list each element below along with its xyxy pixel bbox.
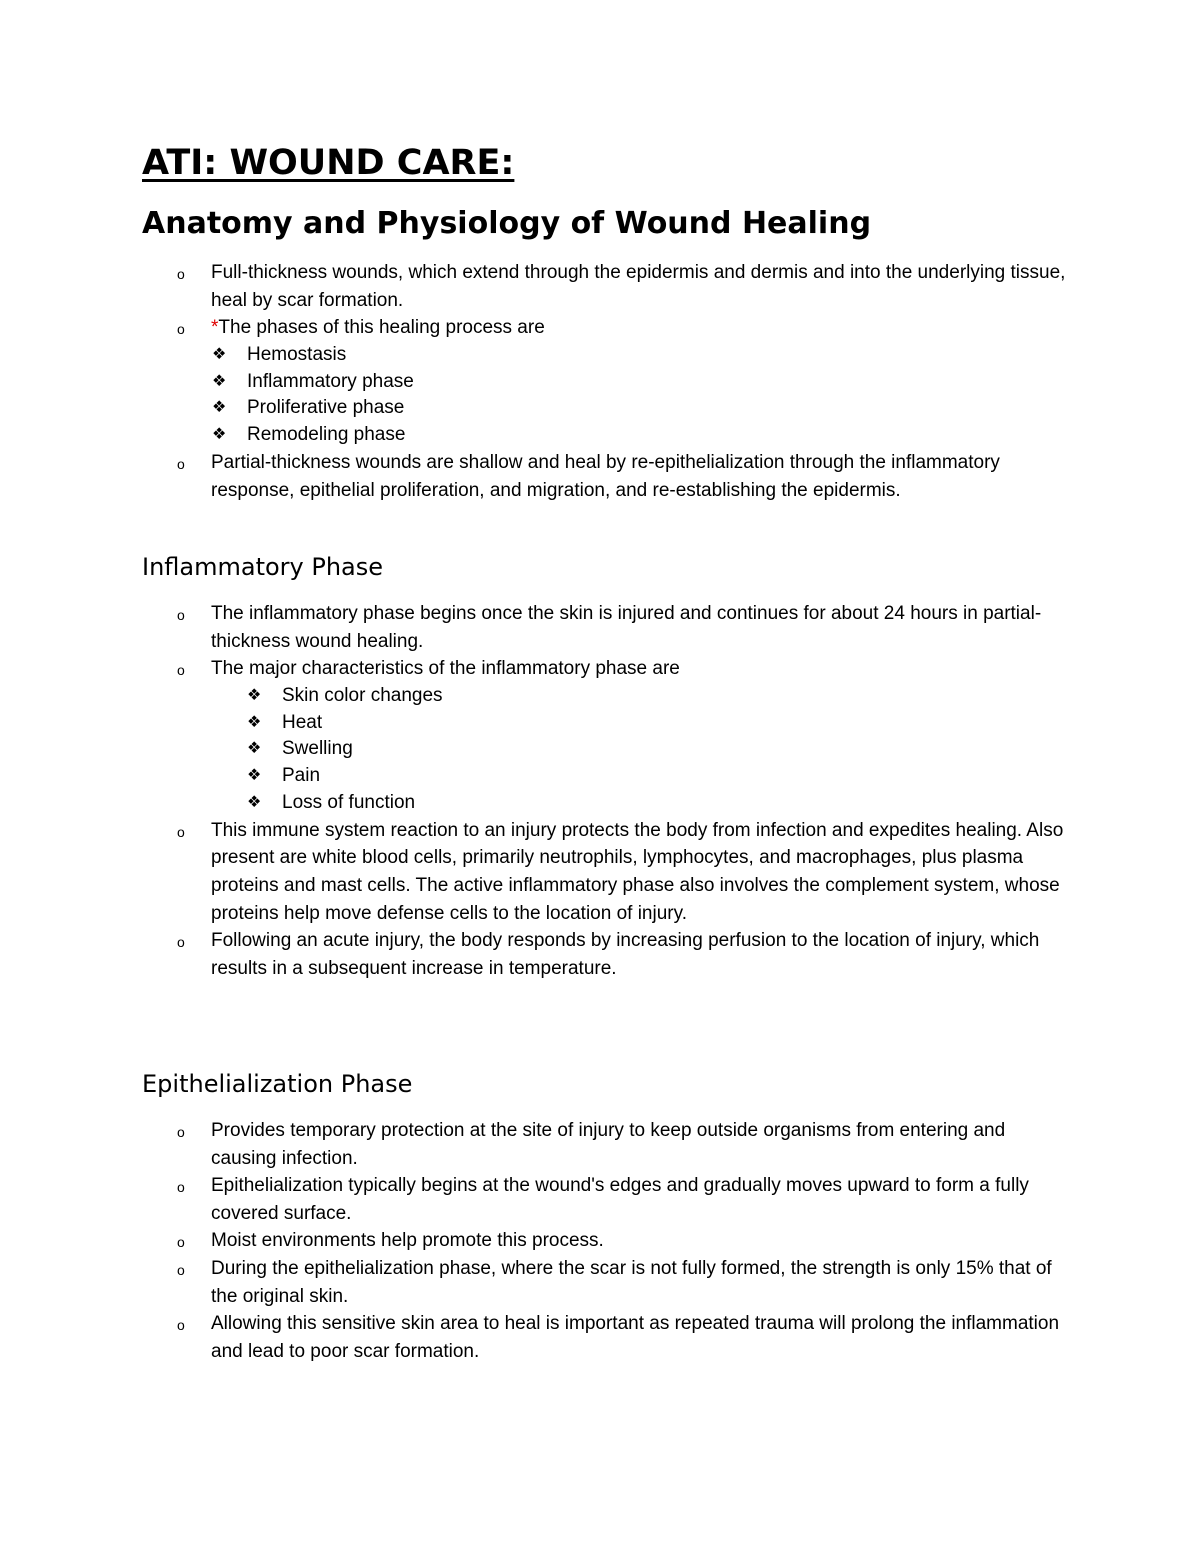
sub-list-item-text: Pain — [282, 765, 321, 787]
sub-list-item — [247, 790, 1200, 817]
circle-bullet-icon: o — [177, 266, 185, 282]
sub-list-item — [247, 683, 1200, 710]
circle-bullet-icon: o — [177, 321, 185, 338]
circle-bullet-icon: o — [177, 1234, 185, 1251]
list-item-text: The inflammatory phase begins once the skin is injured and continues for about 24 hours in partial-thickness wound healing. — [211, 603, 1042, 652]
asterisk-marker: * — [211, 317, 219, 339]
list-item-text: Epithelialization typically begins at the wound's edges and gradually moves upward to form a fully covered surface. — [211, 1175, 1029, 1224]
circle-bullet-icon: o — [177, 1124, 185, 1140]
diamond-bullet-icon: ❖ — [212, 426, 227, 444]
sub-list-item-text: Skin color changes — [282, 684, 443, 706]
sub-list-phases — [212, 342, 1200, 449]
sub-list-item — [247, 736, 1200, 763]
sub-list-item-text: Heat — [282, 711, 323, 733]
diamond-bullet-icon: ❖ — [247, 793, 262, 811]
circle-bullet-icon: o — [177, 1261, 185, 1278]
sub-list-item-text: Proliferative phase — [247, 397, 405, 419]
list-item-text: Moist environments help promote this process. — [211, 1230, 604, 1252]
circle-bullet-icon: o — [177, 607, 185, 623]
list-item — [0, 1227, 1200, 1255]
list-item — [0, 1172, 1200, 1227]
list-item — [0, 259, 1200, 314]
sub-list-item — [212, 422, 1200, 449]
diamond-bullet-icon: ❖ — [247, 767, 262, 785]
sub-list-item — [247, 763, 1200, 790]
list-item-text: Full-thickness wounds, which extend through the epidermis and dermis and into the underlying tissue, heal by scar formation. — [211, 262, 1066, 311]
list-item-text: The phases of this healing process are — [218, 317, 545, 339]
sub-list-item-text: Loss of function — [282, 791, 416, 813]
list-item — [0, 1117, 1200, 1172]
list-item — [0, 449, 1200, 504]
sub-list-item — [247, 710, 1200, 737]
list-item-text: The major characteristics of the inflammatory phase are — [211, 658, 680, 680]
list-item — [0, 1255, 1200, 1310]
circle-bullet-icon: o — [177, 1179, 185, 1196]
list-item — [0, 655, 1200, 817]
list-item-text: Provides temporary protection at the site of injury to keep outside organisms from entering and causing infection. — [211, 1120, 1006, 1169]
list-item — [0, 1310, 1200, 1365]
sub-list-item-text: Hemostasis — [247, 343, 347, 365]
circle-bullet-icon: o — [177, 934, 185, 951]
diamond-bullet-icon: ❖ — [212, 345, 227, 363]
sub-list-item-text: Swelling — [282, 738, 353, 760]
list-item-text: This immune system reaction to an injury protects the body from infection and expedites healing. Also present are white blood cells, primarily neutrophils, lymphocytes, and macrophages, plus plasma proteins and mast cells. The active inflammatory phase also involves the complement system, whose proteins help move defense cells to the location of injury. — [211, 819, 1064, 924]
diamond-bullet-icon: ❖ — [247, 713, 262, 731]
section-heading-anatomy: Anatomy and Physiology of Wound Healing — [142, 206, 872, 241]
section-list-anatomy — [0, 259, 1200, 504]
section-list-inflammatory — [0, 600, 1200, 982]
document-title: ATI: WOUND CARE: — [142, 143, 515, 183]
list-item — [0, 600, 1200, 655]
sub-list-item — [212, 395, 1200, 422]
diamond-bullet-icon: ❖ — [212, 372, 227, 390]
sub-list-item — [212, 342, 1200, 369]
circle-bullet-icon: o — [177, 823, 185, 840]
diamond-bullet-icon: ❖ — [212, 399, 227, 417]
list-item — [0, 314, 1200, 449]
list-item — [0, 817, 1200, 927]
list-item-text: During the epithelialization phase, where the scar is not fully formed, the strength is only 15% that of the original skin. — [211, 1257, 1052, 1307]
circle-bullet-icon: o — [177, 662, 185, 679]
list-item-text: Allowing this sensitive skin area to heal is important as repeated trauma will prolong the inflammation and lead to poor scar formation. — [211, 1313, 1060, 1362]
circle-bullet-icon: o — [177, 1317, 185, 1334]
sub-list-item — [212, 369, 1200, 396]
section-heading-epithelialization: Epithelialization Phase — [142, 1070, 413, 1098]
section-list-epithelialization — [0, 1117, 1200, 1365]
list-item-text: Partial-thickness wounds are shallow and heal by re-epithelialization through the inflammatory response, epithelial proliferation, and migration, and re-establishing the epidermis. — [211, 451, 1000, 501]
sub-list-characteristics — [247, 683, 1200, 817]
diamond-bullet-icon: ❖ — [247, 686, 262, 704]
list-item-text: Following an acute injury, the body responds by increasing perfusion to the location of injury, which results in a subsequent increase in temperature. — [211, 930, 1040, 979]
list-item — [0, 927, 1200, 982]
list-item-content — [211, 314, 1066, 342]
sub-list-item-text: Remodeling phase — [247, 424, 406, 446]
circle-bullet-icon: o — [177, 455, 185, 472]
section-heading-inflammatory: Inflammatory Phase — [142, 553, 384, 581]
sub-list-item-text: Inflammatory phase — [247, 370, 414, 392]
diamond-bullet-icon: ❖ — [247, 740, 262, 758]
